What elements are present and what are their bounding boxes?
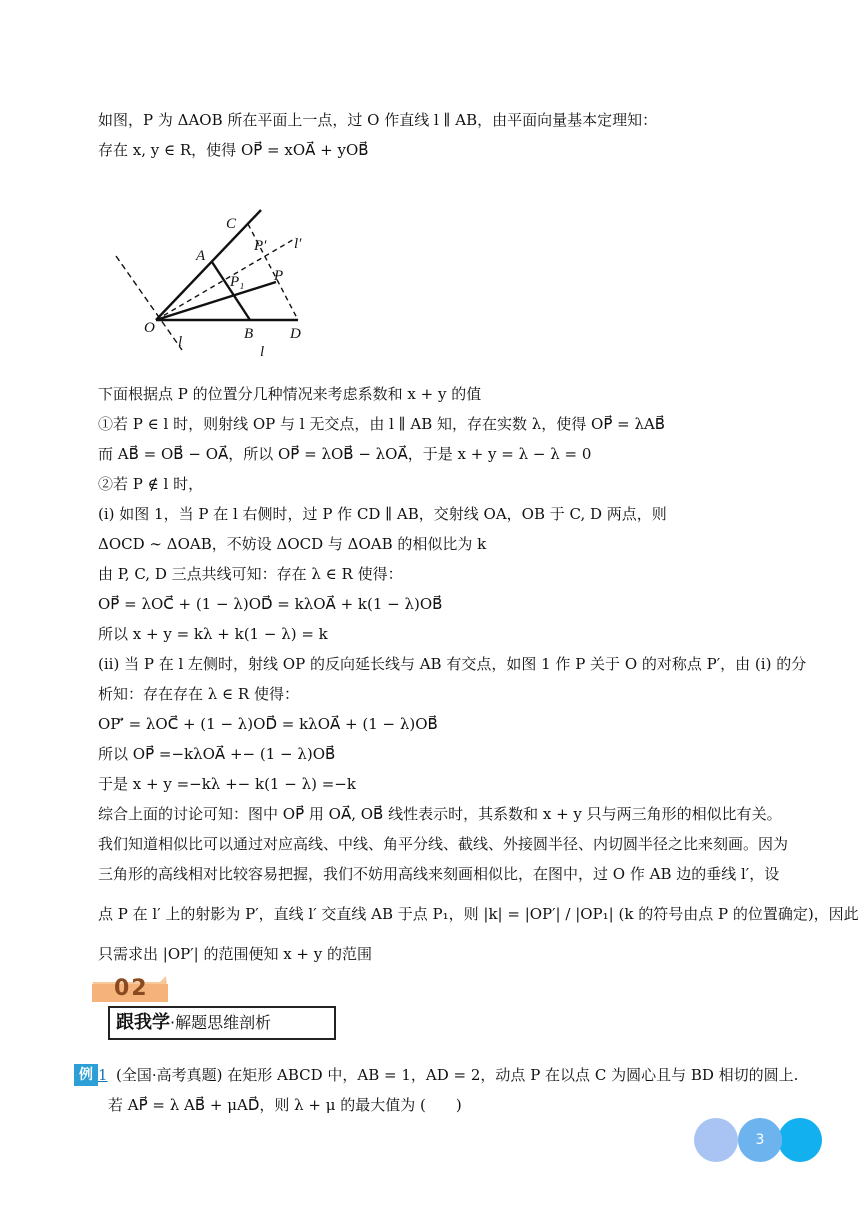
text-line: 所以 OP⃗ =−kλOA⃗ +− (1 − λ)OB⃗ (98, 745, 336, 763)
text-line: OP′⃗ = λOC⃗ + (1 − λ)OD⃗ = kλOA⃗ + (1 − λ)OB⃗ (98, 715, 438, 733)
decor-circle (778, 1118, 822, 1162)
text-line: 点 P 在 l′ 上的射影为 P′，直线 l′ 交直线 AB 于点 P₁，则 |k| = |OP′| / |OP₁| (k 的符号由点 P 的位置确定)，因此 (98, 905, 859, 923)
text-line: ②若 P ∉ l 时， (98, 475, 204, 493)
label-C: C (226, 216, 237, 232)
text-line: 而 AB⃗ = OB⃗ − OA⃗，所以 OP⃗ = λOB⃗ − λOA⃗，于是 x + y = λ − λ = 0 (98, 445, 592, 463)
decor-circle (694, 1118, 738, 1162)
label-B: B (244, 326, 254, 342)
text-line: ΔOCD ∼ ΔOAB，不妨设 ΔOCD 与 ΔOAB 的相似比为 k (98, 535, 487, 553)
label-l-left: l (178, 334, 183, 350)
section-title-sub: ·解题思维剖析 (170, 1013, 272, 1032)
label-D: D (290, 326, 301, 342)
text-line: 三角形的高线相对比较容易把握，我们不妨用高线来刻画相似比，在图中，过 O 作 AB 边的垂线 l′，设 (98, 865, 780, 883)
text-line: OP⃗ = λOC⃗ + (1 − λ)OD⃗ = kλOA⃗ + k(1 − λ)OB⃗ (98, 595, 443, 613)
text-line: 综合上面的讨论可知：图中 OP⃗ 用 OA⃗, OB⃗ 线性表示时，其系数和 x + y 只与两三角形的相似比有关。 (98, 805, 782, 823)
text-line: 由 P, C, D 三点共线可知：存在 λ ∈ R 使得： (98, 565, 403, 583)
page-number-badge (694, 1118, 824, 1164)
text-line: 于是 x + y =−kλ +− k(1 − λ) =−k (98, 775, 356, 793)
section-title (108, 1006, 336, 1040)
text-line: (ii) 当 P 在 l 左侧时，射线 OP 的反向延长线与 AB 有交点，如图 1 作 P 关于 O 的对称点 P′，由 (i) 的分 (98, 655, 807, 673)
section-number: 02 (114, 976, 149, 1001)
text-line: (i) 如图 1，当 P 在 l 右侧时，过 P 作 CD ∥ AB，交射线 OA，OB 于 C, D 两点，则 (98, 505, 667, 523)
example-line-2: 若 AP⃗ = λ AB⃗ + μAD⃗，则 λ + μ 的最大值为 ( ) (108, 1096, 462, 1114)
label-l-prime: l′ (294, 236, 302, 252)
label-A: A (196, 248, 206, 264)
label-P: P (274, 268, 284, 284)
label-P-prime: P′ (254, 238, 267, 254)
example-line-1: (全国·高考真题) 在矩形 ABCD 中，AB = 1，AD = 2，动点 P 在以点 C 为圆心且与 BD 相切的圆上. (116, 1066, 799, 1084)
label-P1: P₁ (230, 274, 245, 290)
label-O: O (144, 320, 155, 336)
text-line: 所以 x + y = kλ + k(1 − λ) = k (98, 625, 328, 643)
text-line: 只需求出 |OP′| 的范围便知 x + y 的范围 (98, 945, 373, 963)
text-line: 下面根据点 P 的位置分几种情况来考虑系数和 x + y 的值 (98, 385, 482, 403)
geometry-figure (108, 200, 318, 365)
label-l-bottom: l (260, 344, 265, 360)
example-tag: 例 (74, 1064, 98, 1086)
text-line: 我们知道相似比可以通过对应高线、中线、角平分线、截线、外接圆半径、内切圆半径之比来刻画。因为 (98, 835, 789, 853)
section-title-main: 跟我学 (116, 1012, 170, 1033)
example-number[interactable]: 1 (98, 1066, 108, 1084)
text-line: 存在 x, y ∈ R，使得 OP⃗ = xOA⃗ + yOB⃗ (98, 141, 369, 159)
text-line: 如图，P 为 ΔAOB 所在平面上一点，过 O 作直线 l ∥ AB，由平面向量基本定理知： (98, 111, 658, 129)
text-line: 析知：存在存在 λ ∈ R 使得： (98, 685, 299, 703)
text-line: ①若 P ∈ l 时，则射线 OP 与 l 无交点，由 l ∥ AB 知，存在实数 λ，使得 OP⃗ = λAB⃗ (98, 415, 666, 433)
page-number: 3 (755, 1132, 765, 1148)
